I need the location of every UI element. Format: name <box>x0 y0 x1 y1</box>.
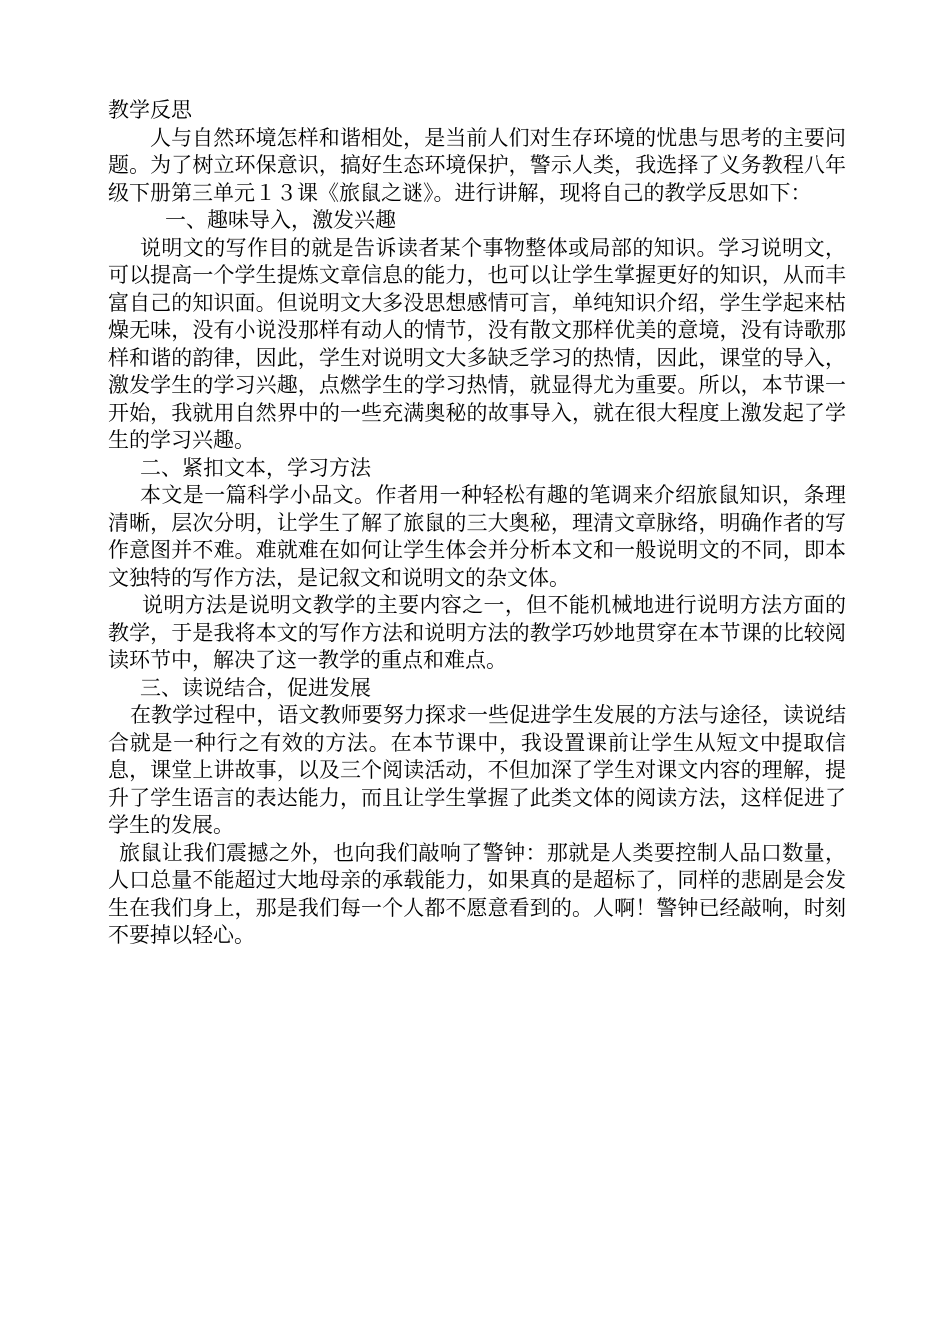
document-page <box>108 97 846 950</box>
intro-paragraph: 人与自然环境怎样和谐相处，是当前人们对生存环境的忧患与思考的主要问题。为了树立环保意识，搞好生态环境保护，警示人类，我选择了义务教程八年级下册第三单元１３课《旅鼠之谜》。进行讲解，现将自己的教学反思如下： <box>108 125 846 205</box>
section-1-paragraph-1: 说明文的写作目的就是告诉读者某个事物整体或局部的知识。学习说明文，可以提高一个学生提炼文章信息的能力，也可以让学生掌握更好的知识，从而丰富自己的知识面。但说明文大多没思想感情可言，单纯知识介绍，学生学起来枯燥无味，没有小说没那样有动人的情节，没有散文那样优美的意境，没有诗歌那样和谐的韵律，因此，学生对说明文大多缺乏学习的热情，因此，课堂的导入，激发学生的学习兴趣，点燃学生的学习热情，就显得尤为重要。所以，本节课一开始，我就用自然界中的一些充满奥秘的故事导入，就在很大程度上激发起了学生的学习兴趣。 <box>108 235 846 452</box>
section-3-paragraph-2: 旅鼠让我们震撼之外，也向我们敲响了警钟：那就是人类要控制人品口数量，人口总量不能超过大地母亲的承载能力，如果真的是超标了，同样的悲剧是会发生在我们身上，那是我们每一个人都不愿意看到的。人啊！警钟已经敲响，时刻不要掉以轻心。 <box>108 840 846 947</box>
section-2-paragraph-2: 说明方法是说明文教学的主要内容之一，但不能机械地进行说明方法方面的教学，于是我将本文的写作方法和说明方法的教学巧妙地贯穿在本节课的比较阅读环节中，解决了这一教学的重点和难点。 <box>108 593 846 672</box>
section-2-heading: 二、紧扣文本，学习方法 <box>140 455 371 480</box>
section-1-heading: 一、趣味导入，激发兴趣 <box>165 208 396 232</box>
document-title: 教学反思 <box>108 98 192 122</box>
section-3-paragraph-1: 在教学过程中，语文教师要努力探求一些促进学生发展的方法与途径，读说结合就是一种行之有效的方法。在本节课中，我设置课前让学生从短文中提取信息，课堂上讲故事，以及三个阅读活动，不但加深了学生对课文内容的理解，提升了学生语言的表达能力，而且让学生掌握了此类文体的阅读方法，这样促进了学生的发展。 <box>108 703 846 837</box>
section-3-heading: 三、读说结合，促进发展 <box>140 675 371 700</box>
section-2-paragraph-1: 本文是一篇科学小品文。作者用一种轻松有趣的笔调来介绍旅鼠知识，条理清晰，层次分明，让学生了解了旅鼠的三大奥秘，理清文章脉络，明确作者的写作意图并不难。难就难在如何让学生体会并分析本文和一般说明文的不同，即本文独特的写作方法，是记叙文和说明文的杂文体。 <box>108 483 846 590</box>
